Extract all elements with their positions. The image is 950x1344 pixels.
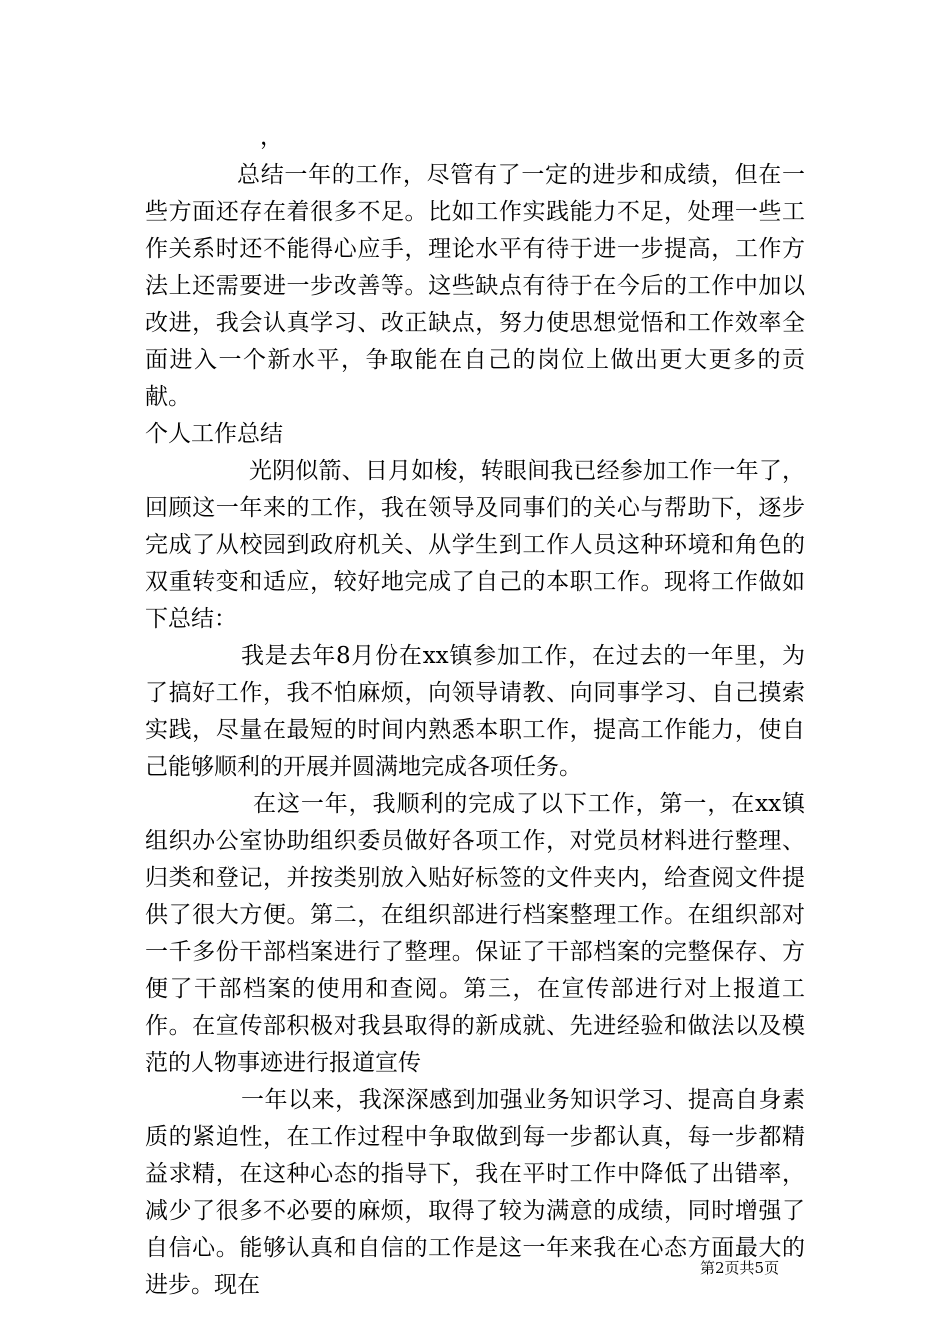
paragraph-joining: 我是去年8月份在xx镇参加工作，在过去的一年里，为了搞好工作，我不怕麻烦，向领导请教、向同事学习、自己摸索实践，尽量在最短的时间内熟悉本职工作，提高工作能力，使自己能够顺利的开展并圆满地完成各项任务。 [145, 643, 805, 780]
document-body [145, 157, 805, 1304]
paragraph-intro: 光阴似箭、日月如梭，转眼间我已经参加工作一年了，回顾这一年来的工作，我在领导及同事们的关心与帮助下，逐步完成了从校园到政府机关、从学生到工作人员这种环境和角色的双重转变和适应，较好地完成了自己的本职工作。现将工作做如下总结： [145, 458, 805, 632]
stray-punctuation: ， [260, 124, 283, 150]
section-title: 个人工作总结 [145, 421, 283, 447]
paragraph-summary: 总结一年的工作，尽管有了一定的进步和成绩，但在一些方面还存在着很多不足。比如工作实践能力不足，处理一些工作关系时还不能得心应手，理论水平有待于进一步提高，工作方法上还需要进一步改善等。这些缺点有待于在今后的工作中加以改进，我会认真学习、改正缺点，努力使思想觉悟和工作效率全面进入一个新水平，争取能在自己的岗位上做出更大更多的贡献。 [145, 162, 805, 410]
paragraph-work-done: 在这一年，我顺利的完成了以下工作，第一，在xx镇组织办公室协助组织委员做好各项工作，对党员材料进行整理、归类和登记，并按类别放入贴好标签的文件夹内，给查阅文件提供了很大方便。第二，在组织部进行档案整理工作。在组织部对一千多份干部档案进行了整理。保证了干部档案的完整保存、方便了干部档案的使用和查阅。第三，在宣传部进行对上报道工作。在宣传部积极对我县取得的新成就、先进经验和做法以及模范的人物事迹进行报道宣传 [145, 791, 805, 1076]
paragraph-reflection: 一年以来，我深深感到加强业务知识学习、提高自身素质的紧迫性，在工作过程中争取做到每一步都认真，每一步都精益求精，在这种心态的指导下，我在平时工作中降低了出错率，减少了很多不必要的麻烦，取得了较为满意的成绩，同时增强了自信心。能够认真和自信的工作是这一年来我在心态方面最大的进步。现在 [145, 1087, 805, 1298]
page-number: 第2页共5页 [700, 1259, 780, 1277]
